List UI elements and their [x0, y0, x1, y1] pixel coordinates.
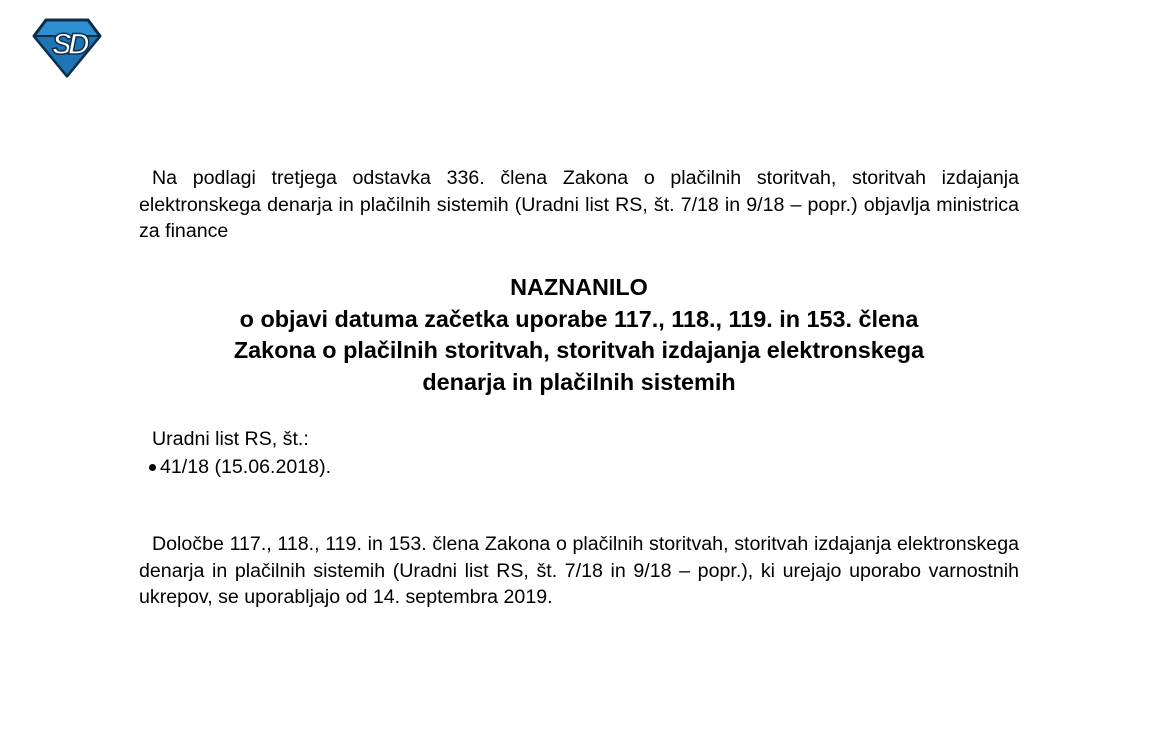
gazette-reference	[152, 425, 331, 481]
heading-subtitle-line-3: denarja in plačilnih sistemih	[422, 368, 736, 395]
document-heading	[139, 272, 1019, 398]
body-paragraph: Določbe 117., 118., 119. in 153. člena Zakona o plačilnih storitvah, storitvah izdajanja elektronskega denarja in plačilnih sistemih (Uradni list RS, št. 7/18 in 9/18 – popr.), ki urejajo uporabo varnostnih ukrepov, se uporabljajo od 14. septembra 2019.	[139, 533, 1019, 608]
svg-text:S: S	[52, 28, 73, 61]
bullet-icon	[149, 464, 156, 471]
company-logo	[30, 14, 104, 80]
gazette-item-text: 41/18 (15.06.2018).	[160, 456, 332, 478]
heading-subtitle-line-1: o objavi datuma začetka uporabe 117., 118., 119. in 153. člena	[239, 305, 919, 332]
gazette-label: Uradni list RS, št.:	[152, 428, 309, 450]
gazette-list-item	[149, 453, 331, 481]
heading-subtitle-line-2: Zakona o plačilnih storitvah, storitvah izdajanja elektronskega	[233, 337, 925, 363]
intro-paragraph: Na podlagi tretjega odstavka 336. člena Zakona o plačilnih storitvah, storitvah izdajanja elektronskega denarja in plačilnih sistemih (Uradni list RS, št. 7/18 in 9/18 – popr.) objavlja ministrica za finance	[139, 167, 1019, 242]
svg-text:D: D	[68, 28, 90, 61]
diamond-shield-logo-icon	[30, 14, 104, 80]
heading-title: NAZNANILO	[510, 274, 648, 300]
